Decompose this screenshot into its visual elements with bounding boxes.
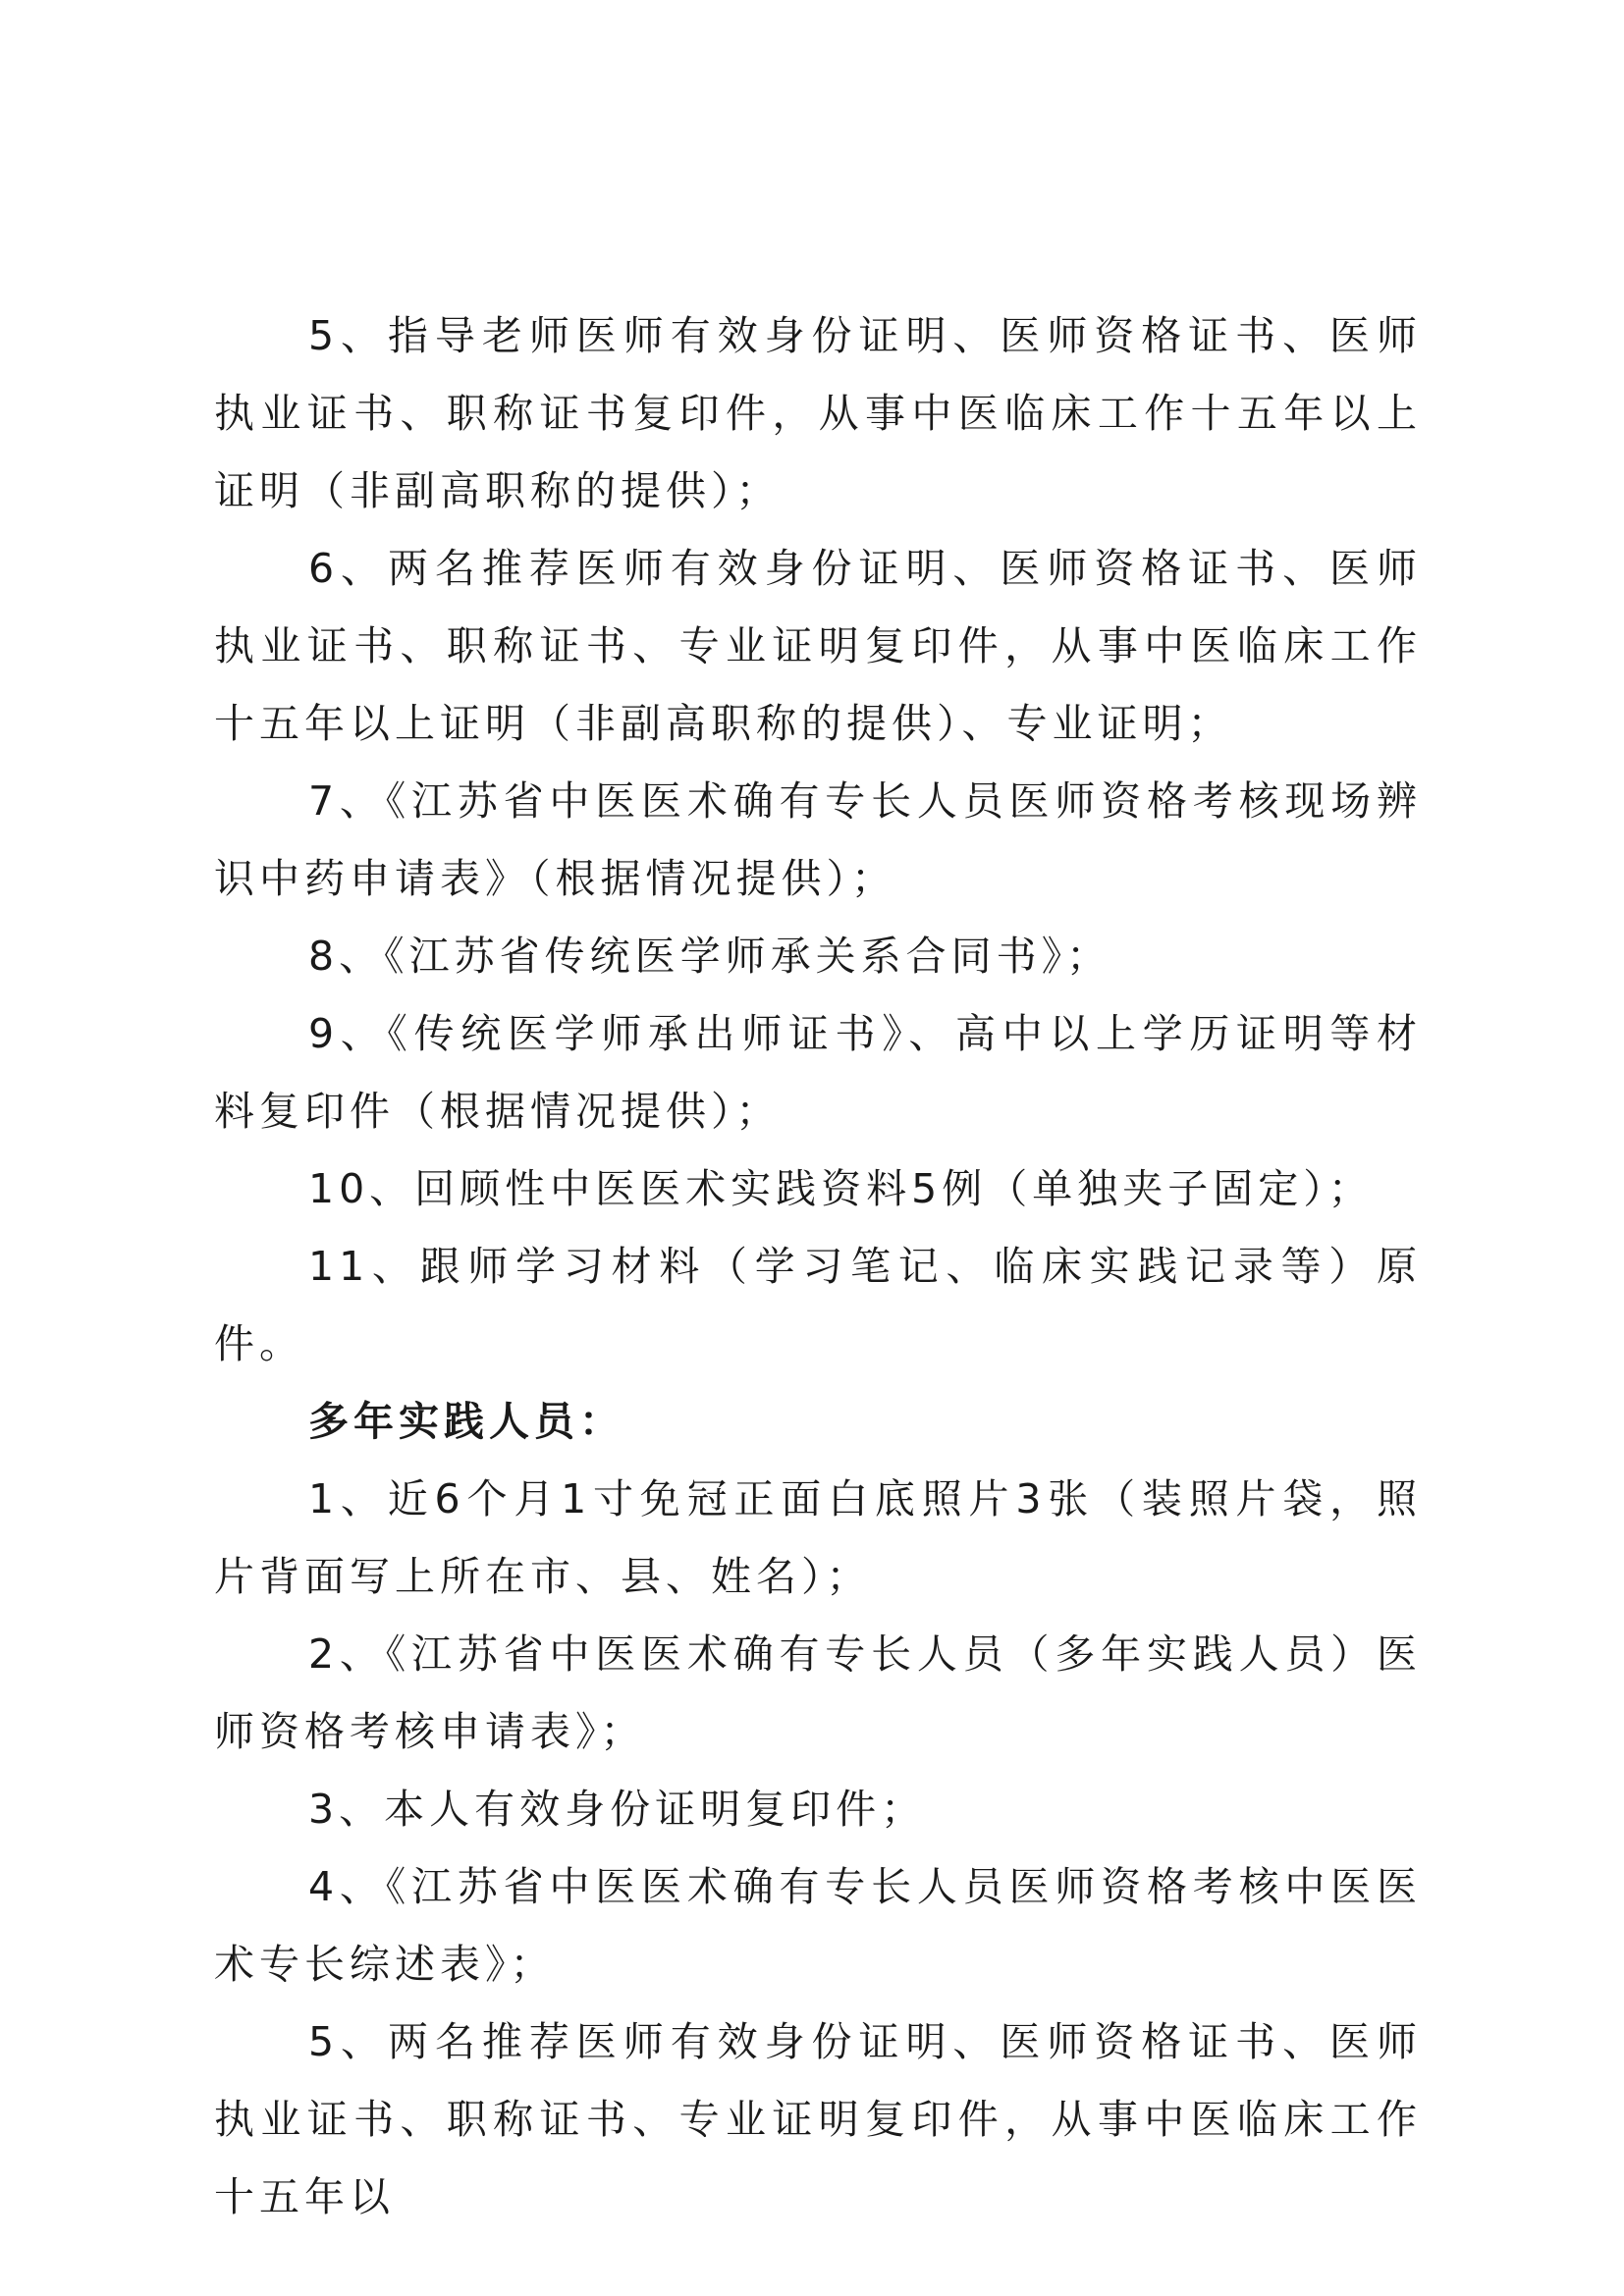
paragraph-item-10: 10、回顾性中医医术实践资料5例（单独夹子固定）； xyxy=(308,1165,1374,1212)
paragraph-item-8: 8、《江苏省传统医学师承关系合同书》； xyxy=(308,933,1112,980)
paragraph-item-7: 7、《江苏省中医医术确有专长人员医师资格考核现场辨识中药申请表》（根据情况提供）； xyxy=(214,777,1422,902)
section-item-1: 1、近6个月1寸免冠正面白底照片3张（装照片袋，照片背面写上所在市、县、姓名）； xyxy=(214,1475,1422,1600)
document-body xyxy=(214,297,1422,2236)
paragraph-item-9: 9、《传统医学师承出师证书》、高中以上学历证明等材料复印件（根据情况提供）； xyxy=(214,1010,1422,1135)
section-item-5: 5、两名推荐医师有效身份证明、医师资格证书、医师执业证书、职称证书、专业证明复印件，从事中医临床工作十五年以 xyxy=(214,2018,1422,2220)
paragraph-item-11: 11、跟师学习材料（学习笔记、临床实践记录等）原件。 xyxy=(214,1243,1422,1367)
section-item-2: 2、《江苏省中医医术确有专长人员（多年实践人员）医师资格考核申请表》； xyxy=(214,1630,1422,1755)
section-item-3: 3、本人有效身份证明复印件； xyxy=(308,1786,927,1833)
section-item-4: 4、《江苏省中医医术确有专长人员医师资格考核中医医术专长综述表》； xyxy=(214,1863,1422,1988)
paragraph-item-5: 5、指导老师医师有效身份证明、医师资格证书、医师执业证书、职称证书复印件，从事中医临床工作十五年以上证明（非副高职称的提供）； xyxy=(214,312,1422,514)
paragraph-item-6: 6、两名推荐医师有效身份证明、医师资格证书、医师执业证书、职称证书、专业证明复印件，从事中医临床工作十五年以上证明（非副高职称的提供）、专业证明； xyxy=(214,545,1422,747)
section-heading: 多年实践人员： xyxy=(308,1398,624,1445)
